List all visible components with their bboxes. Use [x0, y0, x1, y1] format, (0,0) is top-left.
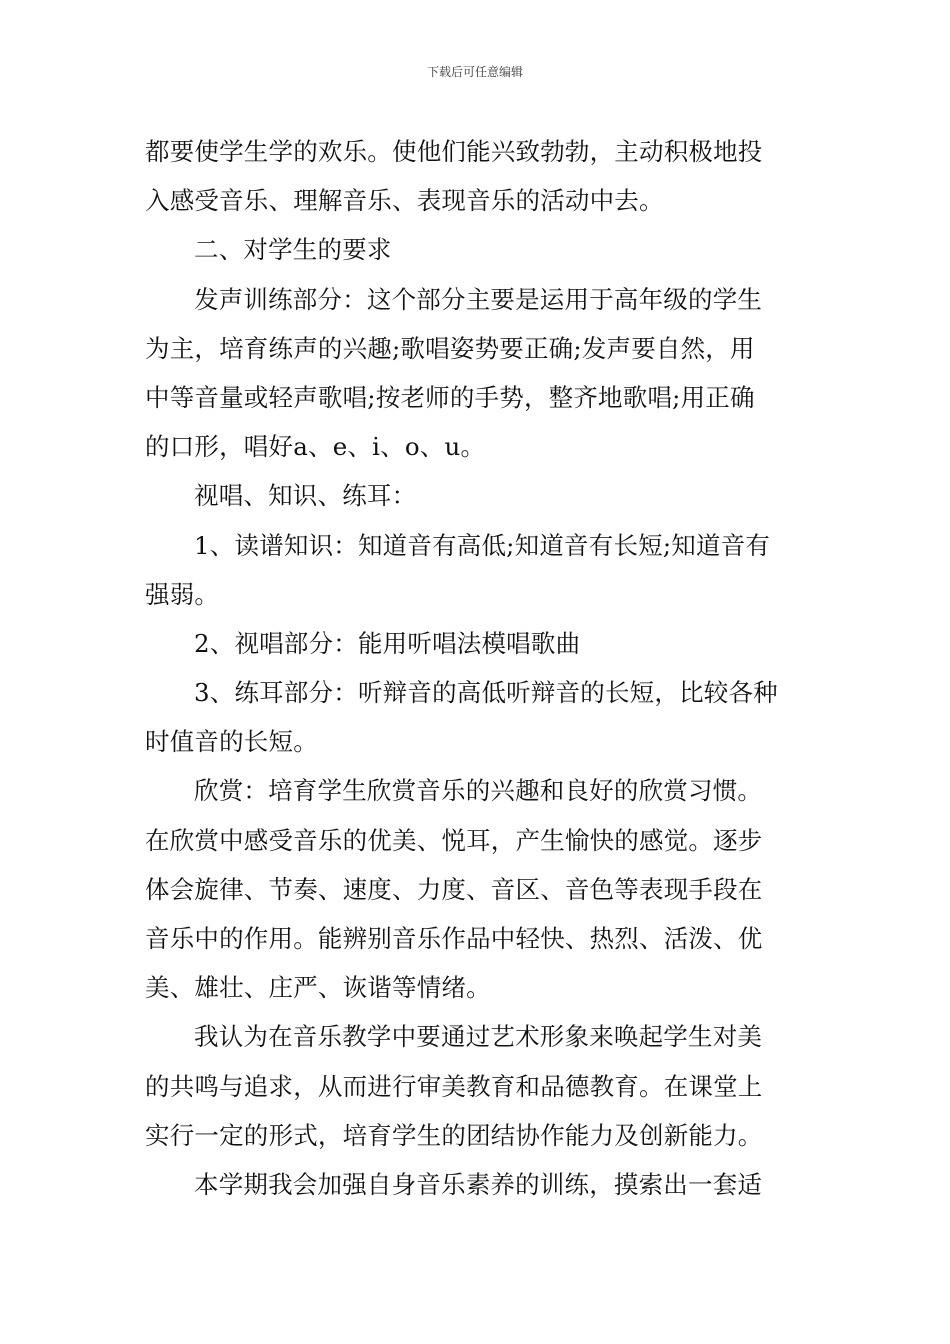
text-line: 实行一定的形式，培育学生的团结协作能力及创新能力。: [145, 1120, 763, 1150]
text-line: 本学期我会加强自身音乐素养的训练，摸索出一套适: [194, 1169, 763, 1199]
text-line: 体会旋律、节奏、速度、力度、音区、音色等表现手段在: [145, 874, 763, 904]
section-heading: 二、对学生的要求: [194, 235, 392, 265]
text-line: 中等音量或轻声歌唱;按老师的手势，整齐地歌唱;用正确: [145, 382, 755, 412]
text-line: 发声训练部分：这个部分主要是运用于高年级的学生: [194, 284, 763, 314]
text-line: 为主，培育练声的兴趣;歌唱姿势要正确;发声要自然，用: [145, 333, 755, 363]
text-line: 音乐中的作用。能辨别音乐作品中轻快、热烈、活泼、优: [145, 924, 763, 953]
text-line: 3、练耳部分：听辩音的高低听辩音的长短，比较各种: [194, 678, 778, 708]
text-line: 时值音的长短。: [145, 727, 318, 757]
text-line: 美、雄壮、庄严、诙谐等情绪。: [145, 973, 491, 1003]
text-line: 1、读谱知识：知道音有高低;知道音有长短;知道音有: [194, 530, 771, 560]
text-line: 的共鸣与追求，从而进行审美教育和品德教育。在课堂上: [145, 1071, 763, 1101]
text-line: 强弱。: [145, 579, 220, 609]
text-line: 我认为在音乐教学中要通过艺术形象来唤起学生对美: [194, 1022, 763, 1052]
text-line: 都要使学生学的欢乐。使他们能兴致勃勃，主动积极地投: [145, 137, 763, 166]
text-line: 欣赏：培育学生欣赏音乐的兴趣和良好的欣赏习惯。: [194, 776, 763, 806]
page-header: 下载后可任意编辑: [426, 65, 523, 79]
text-line: 入感受音乐、理解音乐、表现音乐的活动中去。: [145, 186, 664, 216]
text-line: 的口形，唱好a、e、i、o、u。: [145, 432, 486, 462]
document-body: [145, 127, 807, 1209]
text-line: 视唱、知识、练耳：: [194, 481, 417, 511]
text-line: 在欣赏中感受音乐的优美、悦耳，产生愉快的感觉。逐步: [145, 825, 763, 855]
text-line: 2、视唱部分：能用听唱法模唱歌曲: [194, 628, 581, 658]
